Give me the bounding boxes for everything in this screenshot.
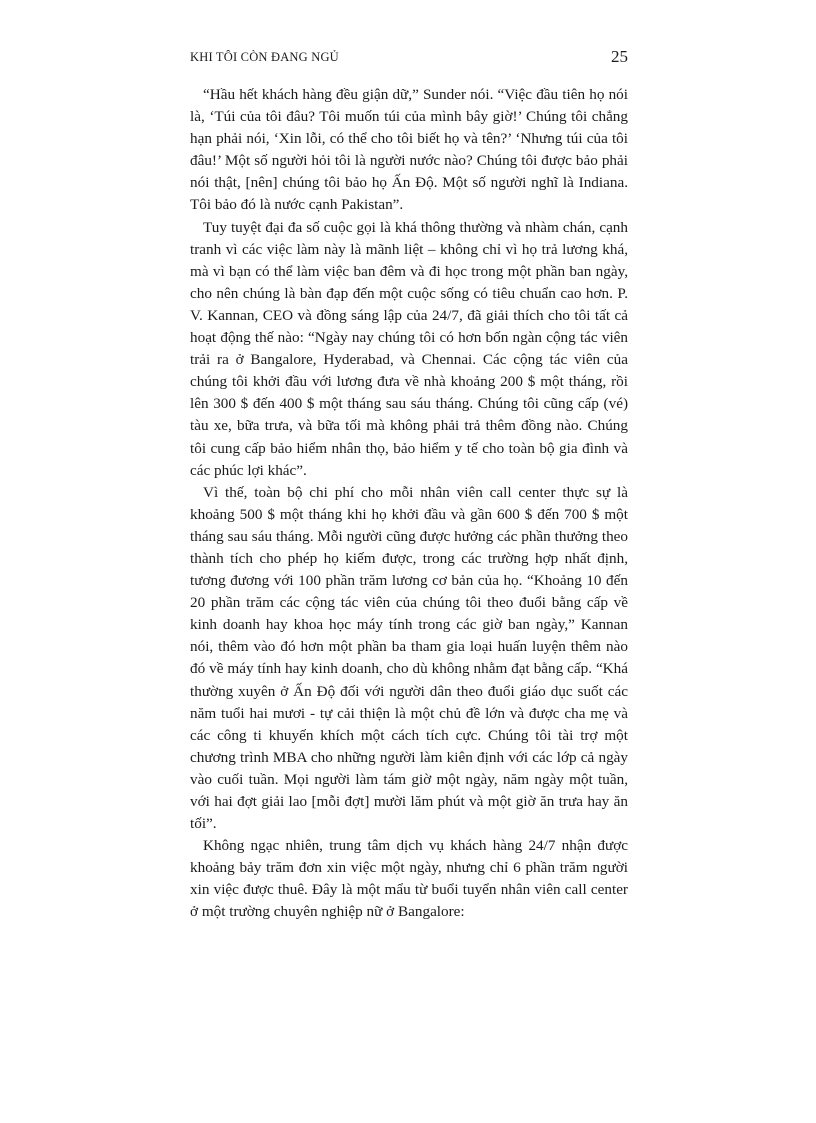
page-number: 25 xyxy=(611,47,628,66)
paragraph: “Hầu hết khách hàng đều giận dữ,” Sunder nói. “Việc đầu tiên họ nói là, ‘Túi của tôi đâu? Tôi muốn túi của mình bây giờ!’ Chúng tôi chẳng hạn phải nói, ‘Xin lỗi, có thể cho tôi biết họ và tên?’ ‘Nhưng túi của tôi đâu!’ Một số người hỏi tôi là người nước nào? Chúng tôi được bảo phải nói thật, [nên] chúng tôi bảo họ Ấn Độ. Một số người nghĩ là Indiana. Tôi bảo đó là nước cạnh Pakistan”. xyxy=(190,86,628,214)
paragraph: Không ngạc nhiên, trung tâm dịch vụ khách hàng 24/7 nhận được khoảng bảy trăm đơn xin việc một ngày, nhưng chỉ 6 phần trăm người xin việc được thuê. Đây là một mẩu từ buổi tuyển nhân viên call center ở một trường chuyên nghiệp nữ ở Bangalore: xyxy=(190,837,628,921)
running-header xyxy=(190,47,628,72)
paragraph: Tuy tuyệt đại đa số cuộc gọi là khá thông thường và nhàm chán, cạnh tranh vì các việc làm này là mãnh liệt – không chỉ vì họ trả lương khá, mà vì bạn có thể làm việc ban đêm và đi học trong một phần ban ngày, cho nên chúng là bàn đạp đến một cuộc sống có tiêu chuẩn cao hơn. P. V. Kannan, CEO và đồng sáng lập của 24/7, đã giải thích cho tôi tất cả hoạt động thế nào: “Ngày nay chúng tôi có hơn bốn ngàn cộng tác viên trải ra ở Bangalore, Hyderabad, và Chennai. Các cộng tác viên của chúng tôi khởi đầu với lương đưa về nhà khoảng 200 $ một tháng, rồi lên 300 $ đến 400 $ một tháng sau sáu tháng. Chúng tôi cũng cấp (vé) tàu xe, bữa trưa, và bữa tối mà không phải trả thêm đồng nào. Chúng tôi cung cấp bảo hiểm nhân thọ, bảo hiểm y tế cho toàn bộ gia đình và các phúc lợi khác”. xyxy=(190,218,628,479)
paragraph: Vì thế, toàn bộ chi phí cho mỗi nhân viên call center thực sự là khoảng 500 $ một tháng khi họ khởi đầu và gần 600 $ đến 700 $ một tháng sau sáu tháng. Mỗi người cũng được hưởng các phần thưởng theo thành tích cho phép họ kiếm được, trong các trường hợp nhất định, tương đương với 100 phần trăm lương cơ bản của họ. “Khoảng 10 đến 20 phần trăm các cộng tác viên của chúng tôi theo đuổi bằng cấp về kinh doanh hay khoa học máy tính trong các giờ ban ngày,” Kannan nói, thêm vào đó hơn một phần ba tham gia loại huấn luyện thêm nào đó về máy tính hay kinh doanh, cho dù không nhằm đạt bằng cấp. “Khá thường xuyên ở Ấn Độ đối với người dân theo đuổi giáo dục suốt các năm tuổi hai mươi - tự cải thiện là một chủ đề lớn và được cha mẹ và các công ti khuyến khích một cách tích cực. Chúng tôi tài trợ một chương trình MBA cho những người làm kiên định với các lớp cả ngày vào cuối tuần. Mọi người làm tám giờ một ngày, năm ngày một tuần, với hai đợt giải lao [mỗi đợt] mười lăm phút và một giờ ăn trưa hay ăn tối”. xyxy=(190,483,628,833)
chapter-title: KHI TÔI CÒN ĐANG NGỦ xyxy=(190,50,339,64)
body-text xyxy=(190,84,628,924)
